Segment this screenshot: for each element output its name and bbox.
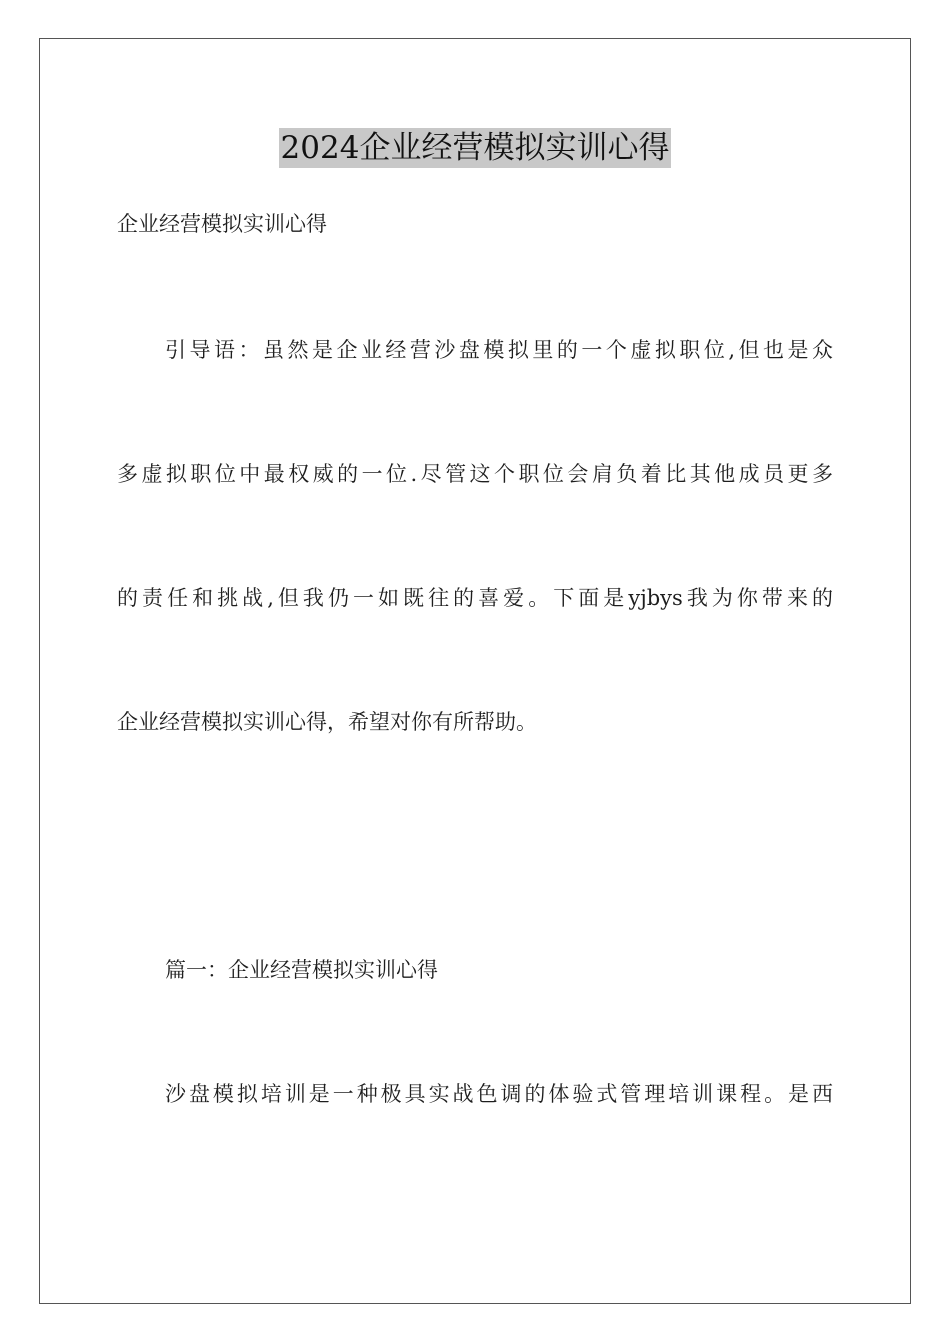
- title-container: [0, 128, 950, 168]
- intro-line-4: 企业经营模拟实训心得，希望对你有所帮助。: [117, 710, 537, 734]
- section-heading: 篇一：企业经营模拟实训心得: [165, 958, 438, 982]
- document-subtitle: 企业经营模拟实训心得: [117, 212, 327, 236]
- section-paragraph-line-1: 沙盘模拟培训是一种极具实战色调的体验式管理培训课程。是西: [165, 1082, 833, 1106]
- intro-line-3: 的责任和挑战,但我仍一如既往的喜爱。下面是yjbys我为你带来的: [117, 586, 833, 610]
- intro-line-1: 引导语：虽然是企业经营沙盘模拟里的一个虚拟职位,但也是众: [165, 338, 833, 362]
- document-title: 2024企业经营模拟实训心得: [280, 130, 670, 166]
- intro-line-2: 多虚拟职位中最权威的一位.尽管这个职位会肩负着比其他成员更多: [117, 462, 833, 486]
